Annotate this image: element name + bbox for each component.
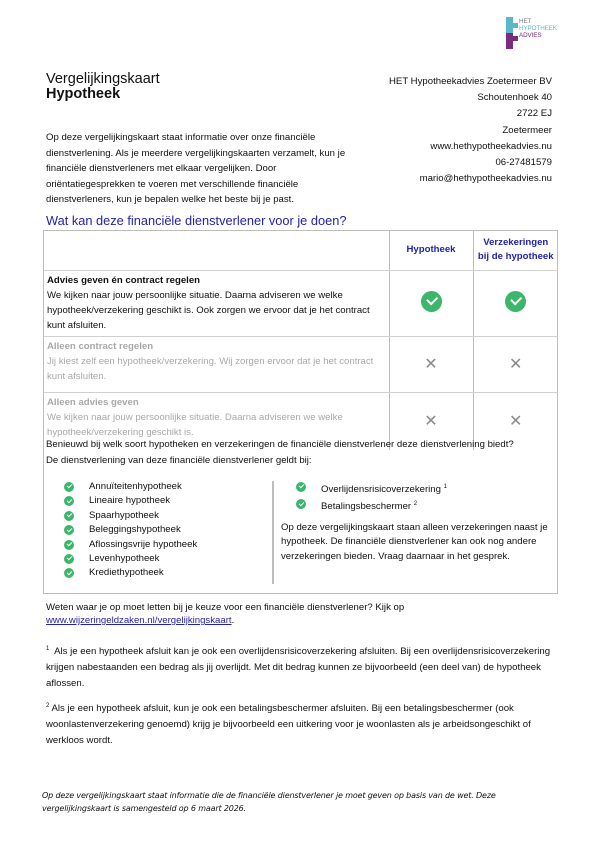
intro-text: Op deze vergelijkingskaart staat informatie over onze financiële dienstverlening. Als je meerdere vergelijkingskaarten verzamelt, kun je financiële dienstverleners met elkaar vergelijken. Door oriëntatiegesprekken te voeren met verschillende financiële dienstverleners, kun je bepalen welke het beste bij je past. [46, 132, 346, 206]
row-title: Alleen advies geven [47, 396, 139, 408]
company-city: Zoetermeer [502, 124, 552, 136]
check-icon [505, 291, 526, 312]
cross-icon: ✕ [424, 413, 438, 431]
company-street: Schoutenhoek 40 [477, 92, 552, 104]
row-desc: We kijken naar jouw persoonlijke situatie. Daarna adviseren we welke hypotheek/verzekering geschikt is. [47, 411, 343, 439]
products-applies: De dienstverlening van deze financiële dienstverlener geldt bij: [46, 455, 312, 466]
row-label [43, 270, 389, 336]
row-label [43, 336, 389, 392]
list-item: Lineaire hypotheek [64, 494, 197, 508]
legal-footer: Op deze vergelijkingskaart staat informatie die de financiële dienstverlener je moet geven op basis van de wet. Deze vergelijkingskaart is samengesteld op 6 maart 2026. [42, 791, 496, 813]
check-icon [296, 482, 306, 492]
logo-mark-top-arm [506, 23, 518, 28]
row-desc: We kijken naar jouw persoonlijke situatie. Daarna adviseren we welke hypotheek/verzekering geschikt is. Ook zorgen we ervoor dat je het contract kunt afsluiten. [47, 289, 370, 332]
list-item: Annuïteitenhypotheek [64, 480, 197, 494]
check-icon [64, 568, 74, 578]
wijzeringeldzaken-link[interactable]: www.wijzeringeldzaken.nl/vergelijkingskaart [46, 615, 232, 626]
services-table [43, 230, 558, 450]
company-address [389, 74, 552, 187]
table-header-row [43, 230, 558, 270]
footnote-2: $^2$ Als je een hypotheek afsluit, kun je ook een betalingsbeschermer afsluiten. Bij een betalingsbeschermer (ook woonlastenverzekering genoemd) krijg je bijvoorbeeld een uitkering voor je woonlasten als je arbeidsongeschikt of werkloos wordt. [46, 703, 531, 746]
list-item: Krediethypotheek [64, 566, 197, 580]
list-divider [272, 481, 274, 584]
services-heading: Wat kan deze financiële dienstverlener voor je doen? [46, 213, 347, 228]
mortgage-list [64, 480, 197, 581]
check-icon [64, 540, 74, 550]
list-item: Betalingsbeschermer $^2$ [296, 497, 447, 514]
list-item: Spaarhypotheek [64, 509, 197, 523]
table-row [43, 336, 558, 392]
footnote-1: $^1$ Als je een hypotheek afsluit kan je ook een overlijdensrisicoverzekering afsluiten. Bij een overlijdensrisicoverzekering krijgen nabestaanden een bedrag als jij overlijdt. Met dit bedrag kunnen ze bijvoorbeeld (een deel van) de hypotheek aflossen. [46, 646, 551, 689]
more-info: Weten waar je op moet letten bij je keuze voor een financiële dienstverlener? Kijk op www.wijzeringeldzaken.nl/vergelijkingskaart. [46, 602, 405, 626]
page-subtitle: Hypotheek [46, 86, 121, 102]
check-icon [64, 496, 74, 506]
logo-mark-bottom-arm [506, 36, 518, 41]
logo-text-1: HET [519, 18, 532, 25]
column-header-verzekeringen: Verzekeringen bij de hypotheek [473, 230, 558, 270]
check-icon [296, 499, 306, 509]
cross-icon: ✕ [424, 356, 438, 374]
products-question: Benieuwd bij welk soort hypotheken en verzekeringen de financiële dienstverlener deze dienstverlening biedt? [46, 439, 514, 450]
check-icon [421, 291, 442, 312]
list-item: Overlijdensrisicoverzekering $^1$ [296, 480, 447, 497]
table-row [43, 270, 558, 336]
insurance-list [296, 480, 447, 515]
list-item: Levenhypotheek [64, 552, 197, 566]
row-title: Alleen contract regelen [47, 340, 154, 352]
check-icon [64, 511, 74, 521]
cross-icon: ✕ [509, 413, 523, 431]
list-item: Aflossingsvrije hypotheek [64, 538, 197, 552]
empty-header [43, 230, 389, 270]
list-item: Beleggingshypotheek [64, 523, 197, 537]
page-title: Vergelijkingskaart [46, 71, 160, 87]
cross-icon: ✕ [509, 356, 523, 374]
check-icon [64, 482, 74, 492]
company-email[interactable]: mario@hethypotheekadvies.nu [419, 173, 552, 185]
company-logo [503, 14, 563, 52]
insurance-note: Op deze vergelijkingskaart staan alleen verzekeringen naast je hypotheek. De financiële dienstverlener kan ook nog andere verzekeringen bieden. Vraag daarnaar in het gesprek. [281, 522, 548, 562]
column-header-hypotheek: Hypotheek [389, 230, 473, 270]
logo-text-3: ADVIES [519, 32, 542, 39]
company-name: HET Hypotheekadvies Zoetermeer BV [389, 76, 552, 87]
company-postcode: 2722 EJ [516, 108, 552, 120]
row-title: Advies geven én contract regelen [47, 274, 201, 286]
company-phone: 06-27481579 [495, 157, 552, 169]
products-intro [46, 437, 558, 469]
check-icon [64, 525, 74, 535]
check-icon [64, 554, 74, 564]
company-website[interactable]: www.hethypotheekadvies.nu [430, 140, 552, 152]
row-desc: Jij kiest zelf een hypotheek/verzekering. Wij zorgen ervoor dat je het contract kunt afsluiten. [47, 355, 374, 383]
logo-text-2: HYPOTHEEK [519, 25, 557, 32]
